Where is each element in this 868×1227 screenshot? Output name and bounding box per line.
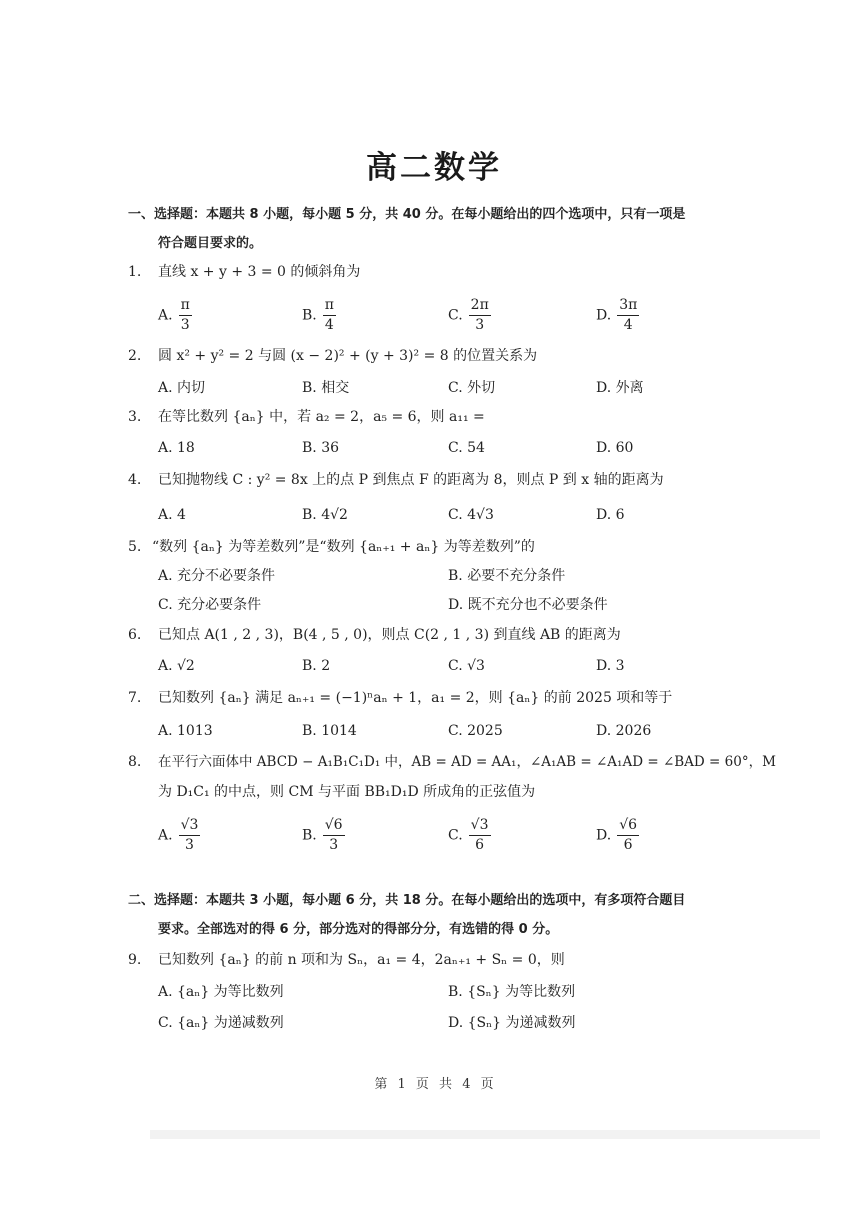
numerator: π — [179, 296, 192, 316]
q2-number: 2. — [128, 348, 142, 364]
q4-option-d: D. 6 — [596, 507, 625, 523]
q7-option-a: A. 1013 — [158, 723, 213, 739]
q9-option-d: D. {Sₙ} 为递减数列 — [448, 1015, 576, 1031]
q4-option-b: B. 4√2 — [302, 507, 348, 523]
numerator: 2π — [469, 296, 491, 316]
q7-option-b: B. 1014 — [302, 723, 357, 739]
q2-option-c: C. 外切 — [448, 380, 496, 396]
section-1-line-1: 一、选择题：本题共 8 小题，每小题 5 分，共 40 分。在每小题给出的四个选项中，只有一项是 — [128, 207, 686, 222]
q1-number: 1. — [128, 264, 142, 280]
numerator: √3 — [179, 816, 201, 836]
fraction — [323, 816, 345, 855]
q2-text: 圆 x² + y² = 2 与圆 (x − 2)² + (y + 3)² = 8 的位置关系为 — [158, 348, 538, 364]
q9-option-c: C. {aₙ} 为递减数列 — [158, 1015, 284, 1031]
q8-option-a — [158, 816, 200, 855]
q4-option-c: C. 4√3 — [448, 507, 494, 523]
fraction — [617, 816, 639, 855]
fraction — [469, 296, 491, 335]
q7-option-c: C. 2025 — [448, 723, 503, 739]
denominator: 3 — [185, 837, 194, 853]
q9-text: 已知数列 {aₙ} 的前 n 项和为 Sₙ，a₁ = 4，2aₙ₊₁ + Sₙ = 0，则 — [158, 952, 565, 968]
q5-option-d: D. 既不充分也不必要条件 — [448, 597, 608, 613]
q5-text: “数列 {aₙ} 为等差数列”是“数列 {aₙ₊₁ + aₙ} 为等差数列”的 — [152, 539, 535, 555]
q7-text: 已知数列 {aₙ} 满足 aₙ₊₁ = (−1)ⁿaₙ + 1，a₁ = 2，则 {aₙ} 的前 2025 项和等于 — [158, 690, 673, 706]
section-2-line-1: 二、选择题：本题共 3 小题，每小题 6 分，共 18 分。在每小题给出的选项中，有多项符合题目 — [128, 893, 686, 908]
option-label: B. — [302, 307, 317, 324]
denominator: 3 — [475, 317, 485, 333]
q4-text: 已知抛物线 C : y² = 8x 上的点 P 到焦点 F 的距离为 8，则点 P 到 x 轴的距离为 — [158, 472, 664, 488]
q8-text-line-1: 在平行六面体中 ABCD − A₁B₁C₁D₁ 中，AB = AD = AA₁，∠A₁AB = ∠A₁AD = ∠BAD = 60°，M — [158, 754, 776, 770]
q8-option-d — [596, 816, 639, 855]
option-label: D. — [596, 827, 612, 844]
fraction — [323, 296, 336, 335]
scan-shadow — [150, 1130, 820, 1139]
denominator: 3 — [329, 837, 339, 853]
q3-option-c: C. 54 — [448, 440, 485, 456]
fraction — [617, 296, 639, 335]
q6-option-d: D. 3 — [596, 658, 625, 674]
q3-number: 3. — [128, 409, 142, 425]
q7-option-d: D. 2026 — [596, 723, 652, 739]
option-label: C. — [448, 827, 463, 844]
q6-option-a: A. √2 — [158, 658, 195, 674]
q3-text: 在等比数列 {aₙ} 中，若 a₂ = 2，a₅ = 6，则 a₁₁ = — [158, 409, 485, 425]
q9-option-b: B. {Sₙ} 为等比数列 — [448, 984, 576, 1000]
page-title: 高二数学 — [366, 150, 502, 186]
q8-option-c — [448, 816, 491, 855]
option-label: A. — [158, 307, 173, 324]
q2-option-d: D. 外离 — [596, 380, 644, 396]
section-1-heading — [128, 200, 743, 258]
page-footer: 第 1 页 共 4 页 — [374, 1077, 494, 1092]
q3-option-d: D. 60 — [596, 440, 634, 456]
q5-option-a: A. 充分不必要条件 — [158, 568, 276, 584]
q6-number: 6. — [128, 627, 142, 643]
denominator: 3 — [180, 317, 190, 333]
numerator: √6 — [617, 816, 639, 836]
q8-text-line-2: 为 D₁C₁ 的中点，则 CM 与平面 BB₁D₁D 所成角的正弦值为 — [158, 784, 536, 800]
q8-option-b — [302, 816, 345, 855]
q1-text: 直线 x + y + 3 = 0 的倾斜角为 — [158, 264, 361, 280]
option-label: C. — [448, 307, 463, 324]
q5-number: 5. — [128, 539, 142, 555]
numerator: √3 — [469, 816, 491, 836]
q5-option-c: C. 充分必要条件 — [158, 597, 262, 613]
numerator: √6 — [323, 816, 345, 836]
q9-option-a: A. {aₙ} 为等比数列 — [158, 984, 284, 1000]
numerator: π — [323, 296, 336, 316]
option-label: D. — [596, 307, 612, 324]
q3-option-b: B. 36 — [302, 440, 340, 456]
section-2-heading — [128, 886, 743, 944]
q2-option-a: A. 内切 — [158, 380, 206, 396]
option-label: B. — [302, 827, 317, 844]
option-label: A. — [158, 827, 173, 844]
denominator: 6 — [623, 837, 633, 853]
q8-number: 8. — [128, 754, 142, 770]
denominator: 6 — [475, 837, 485, 853]
q9-number: 9. — [128, 952, 142, 968]
denominator: 4 — [324, 317, 334, 333]
q5-option-b: B. 必要不充分条件 — [448, 568, 566, 584]
q4-option-a: A. 4 — [158, 507, 186, 523]
q6-option-b: B. 2 — [302, 658, 331, 674]
q3-option-a: A. 18 — [158, 440, 195, 456]
q4-number: 4. — [128, 472, 142, 488]
q7-number: 7. — [128, 690, 142, 706]
q1-option-a — [158, 296, 192, 335]
q1-option-b — [302, 296, 336, 335]
fraction — [469, 816, 491, 855]
section-1-line-2: 符合题目要求的。 — [158, 236, 263, 251]
denominator: 4 — [623, 317, 633, 333]
q2-option-b: B. 相交 — [302, 380, 350, 396]
q6-text: 已知点 A(1 , 2 , 3)，B(4 , 5 , 0)，则点 C(2 , 1 , 3) 到直线 AB 的距离为 — [158, 627, 621, 643]
fraction — [179, 816, 201, 855]
fraction — [179, 296, 192, 335]
q6-option-c: C. √3 — [448, 658, 485, 674]
numerator: 3π — [617, 296, 639, 316]
q1-option-c — [448, 296, 491, 335]
section-2-line-2: 要求。全部选对的得 6 分，部分选对的得部分分，有选错的得 0 分。 — [158, 922, 559, 937]
q1-option-d — [596, 296, 639, 335]
